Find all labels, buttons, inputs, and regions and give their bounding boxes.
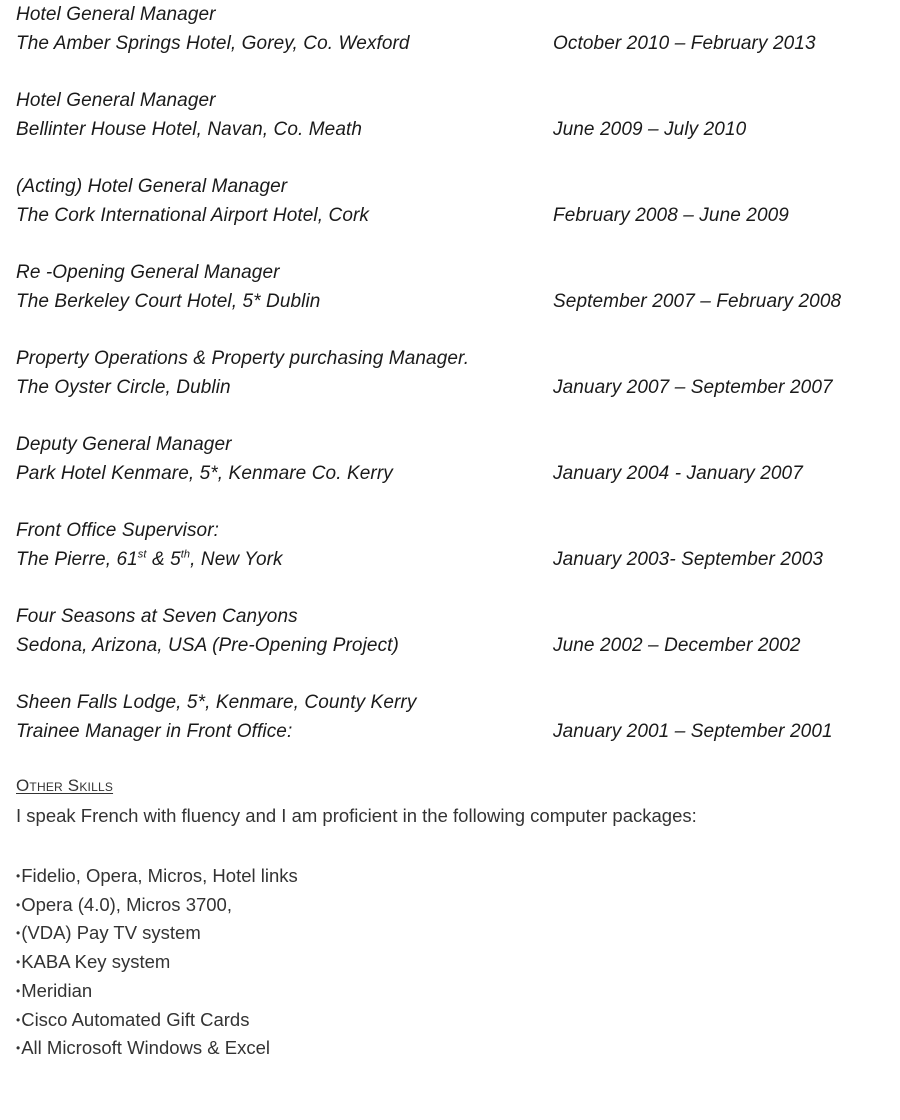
other-skills-heading: Other Skills xyxy=(16,776,114,795)
job-employer: The Pierre, 61st & 5th, New York xyxy=(16,548,283,570)
job-employer: The Oyster Circle, Dublin xyxy=(16,376,231,398)
job-employer: The Cork International Airport Hotel, Cork xyxy=(16,204,370,226)
job-entry xyxy=(16,259,886,317)
job-dates: September 2007 – February 2008 xyxy=(553,290,842,312)
job-entry xyxy=(16,345,886,403)
job-dates: January 2003- September 2003 xyxy=(553,548,824,570)
list-item: •Meridian xyxy=(16,977,298,1006)
list-item: •Opera (4.0), Micros 3700, xyxy=(16,891,298,920)
job-title: Front Office Supervisor: xyxy=(16,520,220,541)
job-entry xyxy=(16,689,886,747)
job-employer: The Amber Springs Hotel, Gorey, Co. Wexford xyxy=(16,32,410,54)
job-employer: Bellinter House Hotel, Navan, Co. Meath xyxy=(16,118,363,140)
job-employer: Park Hotel Kenmare, 5*, Kenmare Co. Kerry xyxy=(16,462,393,484)
job-entry xyxy=(16,1,886,59)
list-item: •KABA Key system xyxy=(16,948,298,977)
job-title: Deputy General Manager xyxy=(16,434,232,455)
bullet-icon: • xyxy=(16,926,21,941)
job-title: Hotel General Manager xyxy=(16,90,216,111)
job-employer: Sedona, Arizona, USA (Pre-Opening Project) xyxy=(16,634,399,656)
job-employer: Trainee Manager in Front Office: xyxy=(16,720,293,742)
skills-list xyxy=(16,862,298,1063)
job-title: (Acting) Hotel General Manager xyxy=(16,176,288,197)
job-dates: January 2001 – September 2001 xyxy=(553,720,833,742)
list-item: •All Microsoft Windows & Excel xyxy=(16,1034,298,1063)
job-dates: January 2004 - January 2007 xyxy=(553,462,803,484)
job-title: Sheen Falls Lodge, 5*, Kenmare, County Kerry xyxy=(16,692,417,713)
job-title: Re -Opening General Manager xyxy=(16,262,280,283)
job-dates: June 2002 – December 2002 xyxy=(553,634,801,656)
list-item: •Cisco Automated Gift Cards xyxy=(16,1006,298,1035)
list-item: •Fidelio, Opera, Micros, Hotel links xyxy=(16,862,298,891)
bullet-icon: • xyxy=(16,1012,21,1027)
bullet-icon: • xyxy=(16,1041,21,1056)
job-dates: January 2007 – September 2007 xyxy=(553,376,833,398)
job-dates: June 2009 – July 2010 xyxy=(553,118,747,140)
job-dates: February 2008 – June 2009 xyxy=(553,204,789,226)
job-title: Four Seasons at Seven Canyons xyxy=(16,606,298,627)
job-entry xyxy=(16,603,886,661)
job-title: Hotel General Manager xyxy=(16,4,216,25)
skills-intro: I speak French with fluency and I am proficient in the following computer packages: xyxy=(16,805,697,826)
job-employer: The Berkeley Court Hotel, 5* Dublin xyxy=(16,290,321,312)
list-item: •(VDA) Pay TV system xyxy=(16,919,298,948)
job-entry xyxy=(16,431,886,489)
job-dates: October 2010 – February 2013 xyxy=(553,32,816,54)
bullet-icon: • xyxy=(16,897,21,912)
job-title: Property Operations & Property purchasing Manager. xyxy=(16,348,470,369)
job-entry xyxy=(16,517,886,575)
bullet-icon: • xyxy=(16,869,21,883)
bullet-icon: • xyxy=(16,983,21,998)
job-entry xyxy=(16,87,886,145)
job-entry xyxy=(16,173,886,231)
bullet-icon: • xyxy=(16,955,21,970)
